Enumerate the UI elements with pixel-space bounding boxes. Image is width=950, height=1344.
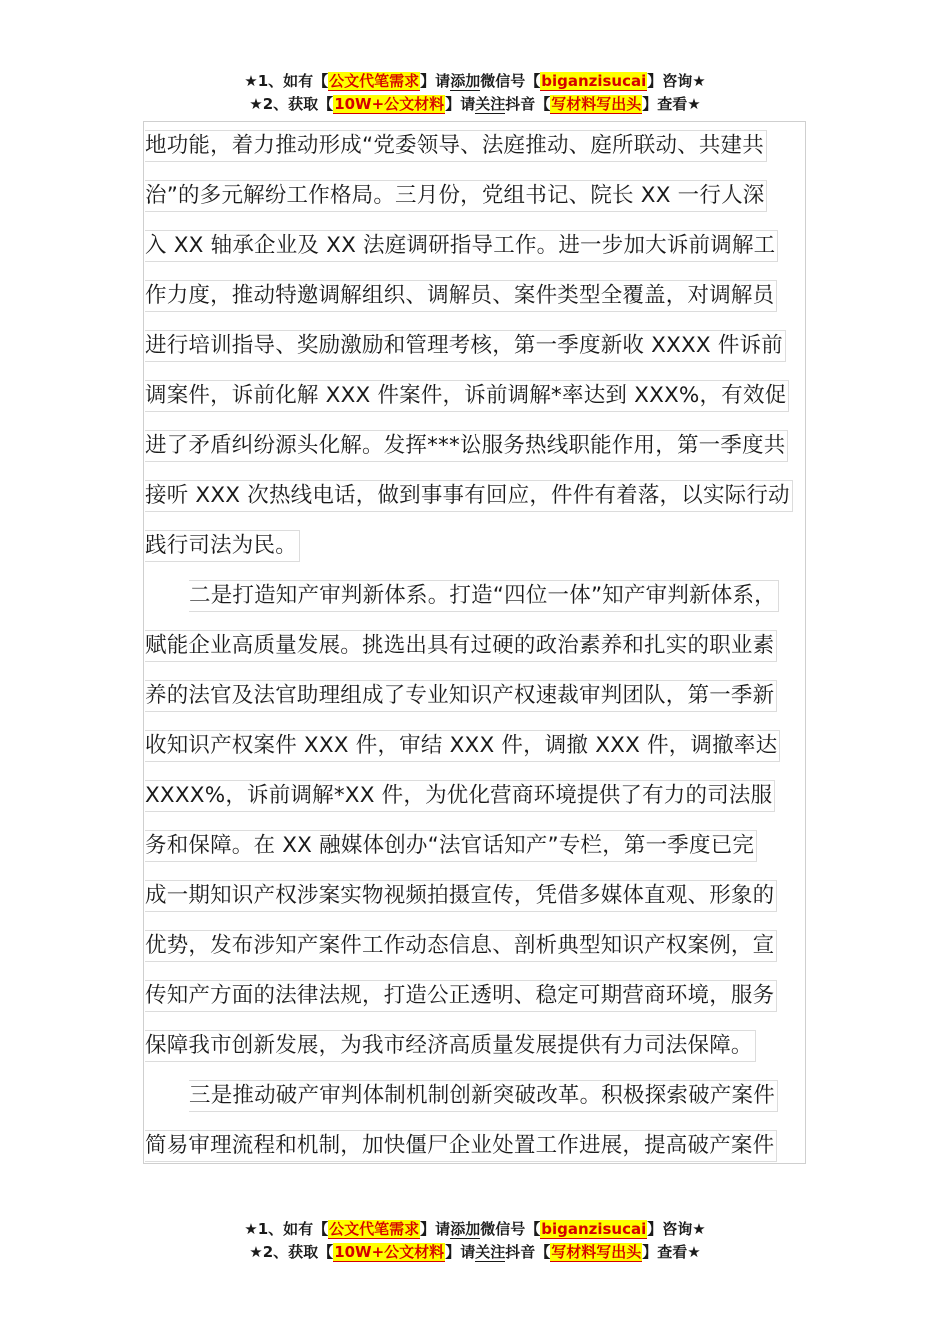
highlight-douyin-account: 写材料写出头 <box>551 95 642 113</box>
doc-line: 养的法官及法官助理组成了专业知识产权速裁审判团队，第一季新 <box>145 671 825 721</box>
doc-line-paragraph-start: 三是推动破产审判体制机制创新突破改革。积极探索破产案件 <box>145 1071 825 1121</box>
footer-banner-line-1: ★1、如有【公文代笔需求】请添加微信号【biganzisucai】咨询★ <box>244 1220 706 1238</box>
highlight-wechat-id: biganzisucai <box>541 72 647 90</box>
highlight-service: 公文代笔需求 <box>329 1220 420 1238</box>
header-banner-line-2: ★2、获取【10W+公文材料】请关注抖音【写材料写出头】查看★ <box>249 95 701 113</box>
doc-line: 入 XX 轴承企业及 XX 法庭调研指导工作。进一步加大诉前调解工 <box>145 221 825 271</box>
doc-line: 治”的多元解纷工作格局。三月份，党组书记、院长 XX 一行人深 <box>145 171 825 221</box>
doc-line: 收知识产权案件 XXX 件，审结 XXX 件，调撤 XXX 件，调撤率达 <box>145 721 825 771</box>
doc-line: 调案件，诉前化解 XXX 件案件，诉前调解*率达到 XXX%，有效促 <box>145 371 825 421</box>
doc-line: 成一期知识产权涉案实物视频拍摄宣传，凭借多媒体直观、形象的 <box>145 871 825 921</box>
footer-banner <box>0 1218 950 1264</box>
doc-line: 进行培训指导、奖励激励和管理考核，第一季度新收 XXXX 件诉前 <box>145 321 825 371</box>
highlight-wechat-id: biganzisucai <box>541 1220 647 1238</box>
doc-line: 务和保障。在 XX 融媒体创办“法官话知产”专栏，第一季度已完 <box>145 821 825 871</box>
header-banner-line-1: ★1、如有【公文代笔需求】请添加微信号【biganzisucai】咨询★ <box>244 72 706 90</box>
highlight-douyin-account: 写材料写出头 <box>551 1243 642 1261</box>
doc-line: 保障我市创新发展，为我市经济高质量发展提供有力司法保障。 <box>145 1021 825 1071</box>
doc-line: 赋能企业高质量发展。挑选出具有过硬的政治素养和扎实的职业素 <box>145 621 825 671</box>
doc-line: 接听 XXX 次热线电话，做到事事有回应，件件有着落，以实际行动 <box>145 471 825 521</box>
doc-line: 传知产方面的法律法规，打造公正透明、稳定可期营商环境，服务 <box>145 971 825 1021</box>
doc-line: 作力度，推动特邀调解组织、调解员、案件类型全覆盖，对调解员 <box>145 271 825 321</box>
doc-line: XXXX%，诉前调解*XX 件，为优化营商环境提供了有力的司法服 <box>145 771 825 821</box>
highlight-materials: 10W+公文材料 <box>334 95 445 113</box>
highlight-materials: 10W+公文材料 <box>334 1243 445 1261</box>
doc-line: 简易审理流程和机制，加快僵尸企业处置工作进展，提高破产案件 <box>145 1121 825 1171</box>
doc-line-paragraph-start: 二是打造知产审判新体系。打造“四位一体”知产审判新体系， <box>145 571 825 621</box>
doc-line: 践行司法为民。 <box>145 521 825 571</box>
footer-banner-line-2: ★2、获取【10W+公文材料】请关注抖音【写材料写出头】查看★ <box>249 1243 701 1261</box>
doc-line: 进了矛盾纠纷源头化解。发挥***讼服务热线职能作用，第一季度共 <box>145 421 825 471</box>
header-banner <box>0 70 950 116</box>
document-body <box>145 121 825 1171</box>
doc-line: 优势，发布涉知产案件工作动态信息、剖析典型知识产权案例，宣 <box>145 921 825 971</box>
doc-line: 地功能，着力推动形成“党委领导、法庭推动、庭所联动、共建共 <box>145 121 825 171</box>
highlight-service: 公文代笔需求 <box>329 72 420 90</box>
